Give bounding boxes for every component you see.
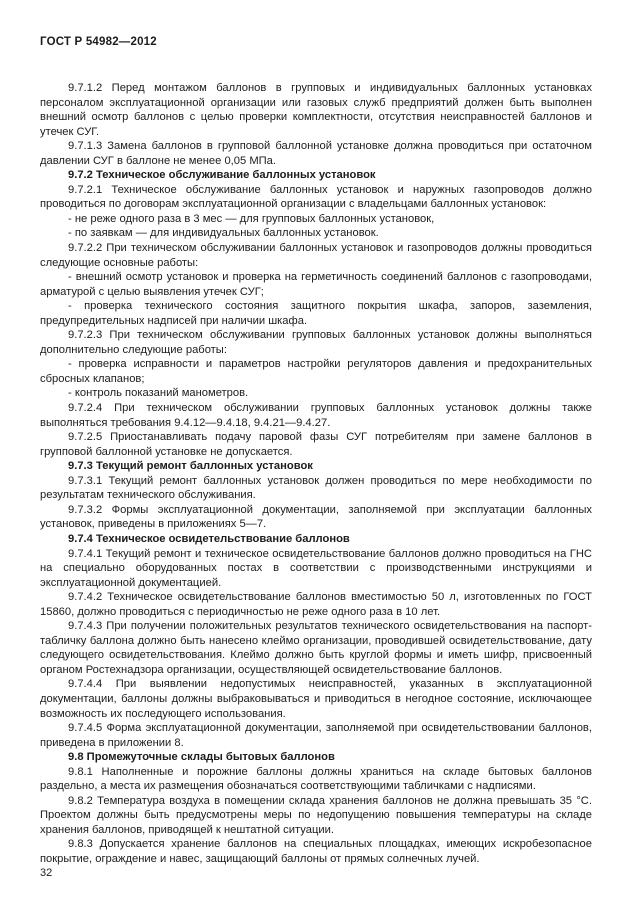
section-heading: 9.7.2 Техническое обслуживание баллонных установок bbox=[68, 169, 376, 182]
paragraph: 9.7.4.1 Текущий ремонт и техническое освидетельствование баллонов должно проводиться на ГНС на специально оборудованных постах в соответствии с производственными инструкциями и эксплуатационной документацией. bbox=[40, 547, 592, 589]
document-body bbox=[40, 81, 592, 867]
section-heading: 9.8 Промежуточные склады бытовых баллонов bbox=[68, 751, 335, 764]
paragraph: 9.7.4.4 При выявлении недопустимых неисправностей, указанных в эксплуатационной документации, баллоны должны выбраковываться и приводиться в негодное состояние, исключающее возможность их последующего использования. bbox=[40, 678, 592, 720]
paragraph: 9.8.2 Температура воздуха в помещении склада хранения баллонов не должна превышать 35 °С. Проектом должны быть предусмотрены меры по недопущению повышения температуры на складе хранения баллонов, приводящей к нештатной ситуации. bbox=[40, 794, 592, 836]
paragraph: - проверка исправности и параметров настройки регуляторов давления и предохранительных сбросных клапанов; bbox=[40, 358, 592, 385]
section-heading: 9.7.3 Текущий ремонт баллонных установок bbox=[68, 460, 313, 473]
paragraph: 9.8.1 Наполненные и порожние баллоны должны храниться на складе бытовых баллонов раздельно, а места их размещения обозначаться соответствующими табличками с надписями. bbox=[40, 765, 592, 793]
paragraph: 9.7.4.2 Техническое освидетельствование баллонов вместимостью 50 л, изготовленных по ГОСТ 15860, должно проводиться с периодичностью не реже одного раза в 10 лет. bbox=[40, 591, 592, 618]
paragraph: 9.7.2.3 При техническом обслуживании групповых баллонных установок должны выполняться дополнительно следующие работы: bbox=[40, 329, 592, 356]
document-code: ГОСТ Р 54982—2012 bbox=[40, 36, 157, 48]
paragraph: - контроль показаний манометров. bbox=[68, 387, 249, 400]
paragraph: - по заявкам — для индивидуальных баллонных установок. bbox=[68, 227, 379, 240]
paragraph: 9.7.2.4 При техническом обслуживании групповых баллонных установок должны также выполняться требования 9.4.12—9.4.18, 9.4.21—9.4.27. bbox=[40, 402, 592, 429]
paragraph: - внешний осмотр установок и проверка на герметичность соединений баллонов с газопроводами, арматурой с целью выявления утечек СУГ; bbox=[40, 271, 592, 298]
paragraph: - проверка технического состояния защитного покрытия шкафа, запоров, заземления, предупредительных надписей при наличии шкафа. bbox=[40, 300, 592, 327]
paragraph: 9.7.1.3 Замена баллонов в групповой баллонной установке должна проводиться при остаточном давлении СУГ в баллоне не менее 0,05 МПа. bbox=[40, 140, 592, 167]
paragraph: - не реже одного раза в 3 мес — для групповых баллонных установок, bbox=[68, 212, 435, 225]
paragraph: 9.7.1.2 Перед монтажом баллонов в групповых и индивидуальных баллонных установках персоналом эксплуатационной организации или газовых служб предприятий должен быть выполнен внешний осмотр баллонов с целью проверки комплектности, отсутствия неисправностей баллонов и утечек СУГ. bbox=[40, 82, 592, 138]
paragraph: 9.7.4.5 Форма эксплуатационной документации, заполняемой при освидетельствовании баллонов, приведена в приложении 8. bbox=[40, 722, 592, 749]
section-heading: 9.7.4 Техническое освидетельствование баллонов bbox=[68, 532, 350, 545]
paragraph: 9.7.3.1 Текущий ремонт баллонных установок должен проводиться по мере необходимости по результатам технического обслуживания. bbox=[40, 474, 592, 502]
paragraph: 9.7.2.2 При техническом обслуживании баллонных установок и газопроводов должны проводиться следующие основные работы: bbox=[40, 242, 592, 269]
paragraph: 9.7.3.2 Формы эксплуатационной документации, заполняемой при эксплуатации баллонных установок, приведены в приложениях 5—7. bbox=[40, 503, 592, 531]
paragraph: 9.7.4.3 При получении положительных результатов технического освидетельствования на паспорт-табличку баллона должно быть нанесено клеймо организации, проводившей освидетельствование, дату следующего освидетельствования. Клеймо должно быть круглой формы и иметь шифр, присвоенный органом Ростехнадзора организации, осуществляющей освидетельствование баллонов. bbox=[40, 620, 592, 676]
page-number: 32 bbox=[40, 867, 53, 879]
paragraph: 9.7.2.5 Приостанавливать подачу паровой фазы СУГ потребителям при замене баллонов в групповой баллонной установке не допускается. bbox=[40, 431, 592, 458]
paragraph: 9.7.2.1 Техническое обслуживание баллонных установок и наружных газопроводов должно проводиться по договорам эксплуатационной организации с владельцами баллонных установок: bbox=[40, 183, 592, 211]
paragraph: 9.8.3 Допускается хранение баллонов на специальных площадках, имеющих искробезопасное покрытие, ограждение и навес, защищающий баллоны от прямых солнечных лучей. bbox=[40, 838, 592, 865]
